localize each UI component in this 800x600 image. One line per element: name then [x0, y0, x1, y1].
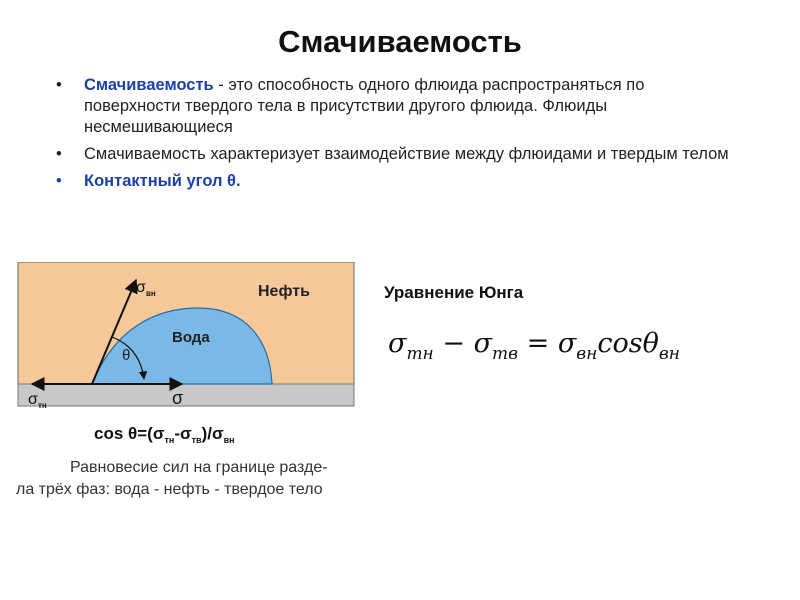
eq-theta: θ [642, 328, 659, 359]
eq-equals: = [526, 328, 550, 359]
sigma-tn-symbol: σ [28, 391, 38, 408]
formula-sigma2: σ [179, 424, 192, 443]
bullet-marker: • [56, 76, 62, 94]
bullet-term: Контактный угол θ. [84, 172, 241, 190]
eq-sub-2: тв [492, 344, 519, 364]
formula-eq: =( [137, 424, 153, 443]
solid-surface [18, 384, 354, 406]
sigma-vn-symbol: σ [136, 279, 146, 296]
eq-sigma-1: σ [388, 328, 407, 359]
formula-sigma3: σ [211, 424, 224, 443]
eq-sub-3: вн [576, 344, 598, 364]
formula-sub2: тв [191, 435, 202, 445]
bullet-item-contact-angle [52, 171, 732, 192]
bullet-marker: • [56, 172, 62, 190]
formula-cos: cos [94, 424, 129, 443]
eq-sub-4: вн [658, 344, 680, 364]
bullet-item-definition [52, 75, 732, 138]
eq-minus: − [442, 328, 465, 359]
caption-line-2: ла трёх фаз: вода - нефть - твердое тело [16, 481, 323, 498]
bullet-marker: • [56, 145, 62, 163]
cos-formula [94, 424, 235, 445]
eq-cos: cos [597, 328, 643, 359]
formula-theta: θ [128, 424, 138, 443]
oil-label: Нефть [258, 283, 310, 300]
theta-label: θ [122, 347, 131, 364]
bullet-term: Смачиваемость [84, 76, 214, 94]
sigma-vn-subscript: вн [146, 289, 156, 298]
sigma-tv-symbol: σ [172, 388, 184, 408]
bullet-text: Смачиваемость характеризует взаимодействие между флюидами и твердым телом [84, 145, 729, 163]
eq-sigma-3: σ [557, 328, 577, 359]
eq-sub-1: тн [406, 344, 434, 364]
formula-sub3: вн [223, 435, 235, 445]
formula-close: )/ [201, 424, 212, 443]
caption-line-1: Равновесие сил на границе разде- [70, 459, 328, 476]
formula-sigma1: σ [152, 424, 165, 443]
water-label: Вода [172, 329, 210, 346]
wetting-diagram-svg [14, 262, 374, 504]
sigma-tn-subscript: тн [38, 401, 47, 410]
slide-title: Смачиваемость [278, 24, 522, 59]
eq-sigma-2: σ [473, 328, 493, 359]
formula-sub1: тн [164, 435, 175, 445]
young-equation [388, 328, 680, 364]
bullet-list [52, 75, 732, 198]
wetting-diagram [14, 262, 374, 509]
bullet-text: - это способность одного флюида распространяться по поверхности твердого тела в присутствии другого флюида. Флюиды несмешивающиеся [84, 76, 645, 136]
bullet-item-interaction [52, 144, 732, 165]
young-equation-title: Уравнение Юнга [384, 283, 524, 302]
formula-minus: - [174, 424, 180, 443]
